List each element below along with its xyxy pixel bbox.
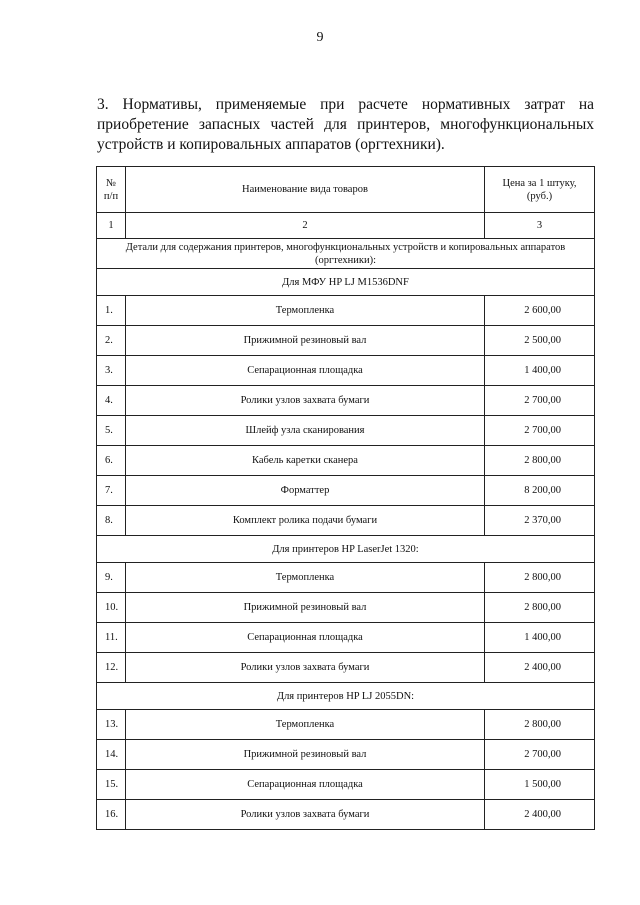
group-title-row (97, 269, 595, 296)
group-title: Для принтеров HP LJ 2055DN: (97, 683, 595, 710)
col-number-1: 1 (97, 213, 126, 239)
item-price: 1 500,00 (485, 770, 595, 800)
table-row (97, 326, 595, 356)
item-name: Прижимной резиновый вал (126, 326, 485, 356)
table-row (97, 476, 595, 506)
row-number: 10. (97, 593, 126, 623)
parts-price-table (96, 166, 595, 830)
row-number: 12. (97, 653, 126, 683)
item-name: Ролики узлов захвата бумаги (126, 800, 485, 830)
item-name: Прижимной резиновый вал (126, 593, 485, 623)
row-number: 13. (97, 710, 126, 740)
table-row (97, 416, 595, 446)
table-row (97, 770, 595, 800)
item-name: Шлейф узла сканирования (126, 416, 485, 446)
table-row (97, 740, 595, 770)
group-title: Для принтеров HP LaserJet 1320: (97, 536, 595, 563)
item-price: 1 400,00 (485, 623, 595, 653)
item-name: Форматтер (126, 476, 485, 506)
item-price: 2 800,00 (485, 563, 595, 593)
table-row (97, 296, 595, 326)
item-name: Прижимной резиновый вал (126, 740, 485, 770)
item-price: 2 800,00 (485, 593, 595, 623)
col-number-3: 3 (485, 213, 595, 239)
table-row (97, 710, 595, 740)
item-price: 2 600,00 (485, 296, 595, 326)
row-number: 11. (97, 623, 126, 653)
item-price: 2 700,00 (485, 740, 595, 770)
table-row (97, 653, 595, 683)
table-row (97, 446, 595, 476)
item-price: 8 200,00 (485, 476, 595, 506)
row-number: 7. (97, 476, 126, 506)
page-number: 9 (316, 30, 324, 45)
header-price: Цена за 1 штуку, (руб.) (485, 167, 595, 213)
section-title: Детали для содержания принтеров, многофункциональных устройств и копировальных аппаратов (оргтехники): (97, 239, 595, 269)
item-price: 1 400,00 (485, 356, 595, 386)
item-price: 2 800,00 (485, 446, 595, 476)
row-number: 14. (97, 740, 126, 770)
header-name: Наименование вида товаров (126, 167, 485, 213)
item-name: Сепарационная площадка (126, 356, 485, 386)
row-number: 3. (97, 356, 126, 386)
row-number: 4. (97, 386, 126, 416)
row-number: 8. (97, 506, 126, 536)
table-row (97, 386, 595, 416)
section-title-row (97, 239, 595, 269)
item-name: Термопленка (126, 296, 485, 326)
row-number: 9. (97, 563, 126, 593)
item-name: Ролики узлов захвата бумаги (126, 386, 485, 416)
item-name: Термопленка (126, 710, 485, 740)
row-number: 5. (97, 416, 126, 446)
item-name: Сепарационная площадка (126, 623, 485, 653)
item-price: 2 700,00 (485, 416, 595, 446)
section-heading: 3. Нормативы, применяемые при расчете нормативных затрат на приобретение запасных частей для принтеров, многофункциональных устройств и копировальных аппаратов (оргтехники). (97, 96, 594, 153)
table-row (97, 356, 595, 386)
header-num: № п/п (97, 167, 126, 213)
row-number: 6. (97, 446, 126, 476)
row-number: 1. (97, 296, 126, 326)
group-title-row (97, 536, 595, 563)
table-row (97, 800, 595, 830)
group-title: Для МФУ HP LJ M1536DNF (97, 269, 595, 296)
item-name: Сепарационная площадка (126, 770, 485, 800)
group-title-row (97, 683, 595, 710)
table-row (97, 623, 595, 653)
table-row (97, 506, 595, 536)
column-number-row (97, 213, 595, 239)
col-number-2: 2 (126, 213, 485, 239)
row-number: 16. (97, 800, 126, 830)
item-price: 2 400,00 (485, 653, 595, 683)
item-name: Термопленка (126, 563, 485, 593)
item-price: 2 700,00 (485, 386, 595, 416)
item-price: 2 370,00 (485, 506, 595, 536)
table-row (97, 563, 595, 593)
row-number: 2. (97, 326, 126, 356)
table-header-row (97, 167, 595, 213)
item-name: Ролики узлов захвата бумаги (126, 653, 485, 683)
row-number: 15. (97, 770, 126, 800)
item-price: 2 400,00 (485, 800, 595, 830)
table-row (97, 593, 595, 623)
item-name: Комплект ролика подачи бумаги (126, 506, 485, 536)
item-price: 2 500,00 (485, 326, 595, 356)
item-price: 2 800,00 (485, 710, 595, 740)
item-name: Кабель каретки сканера (126, 446, 485, 476)
